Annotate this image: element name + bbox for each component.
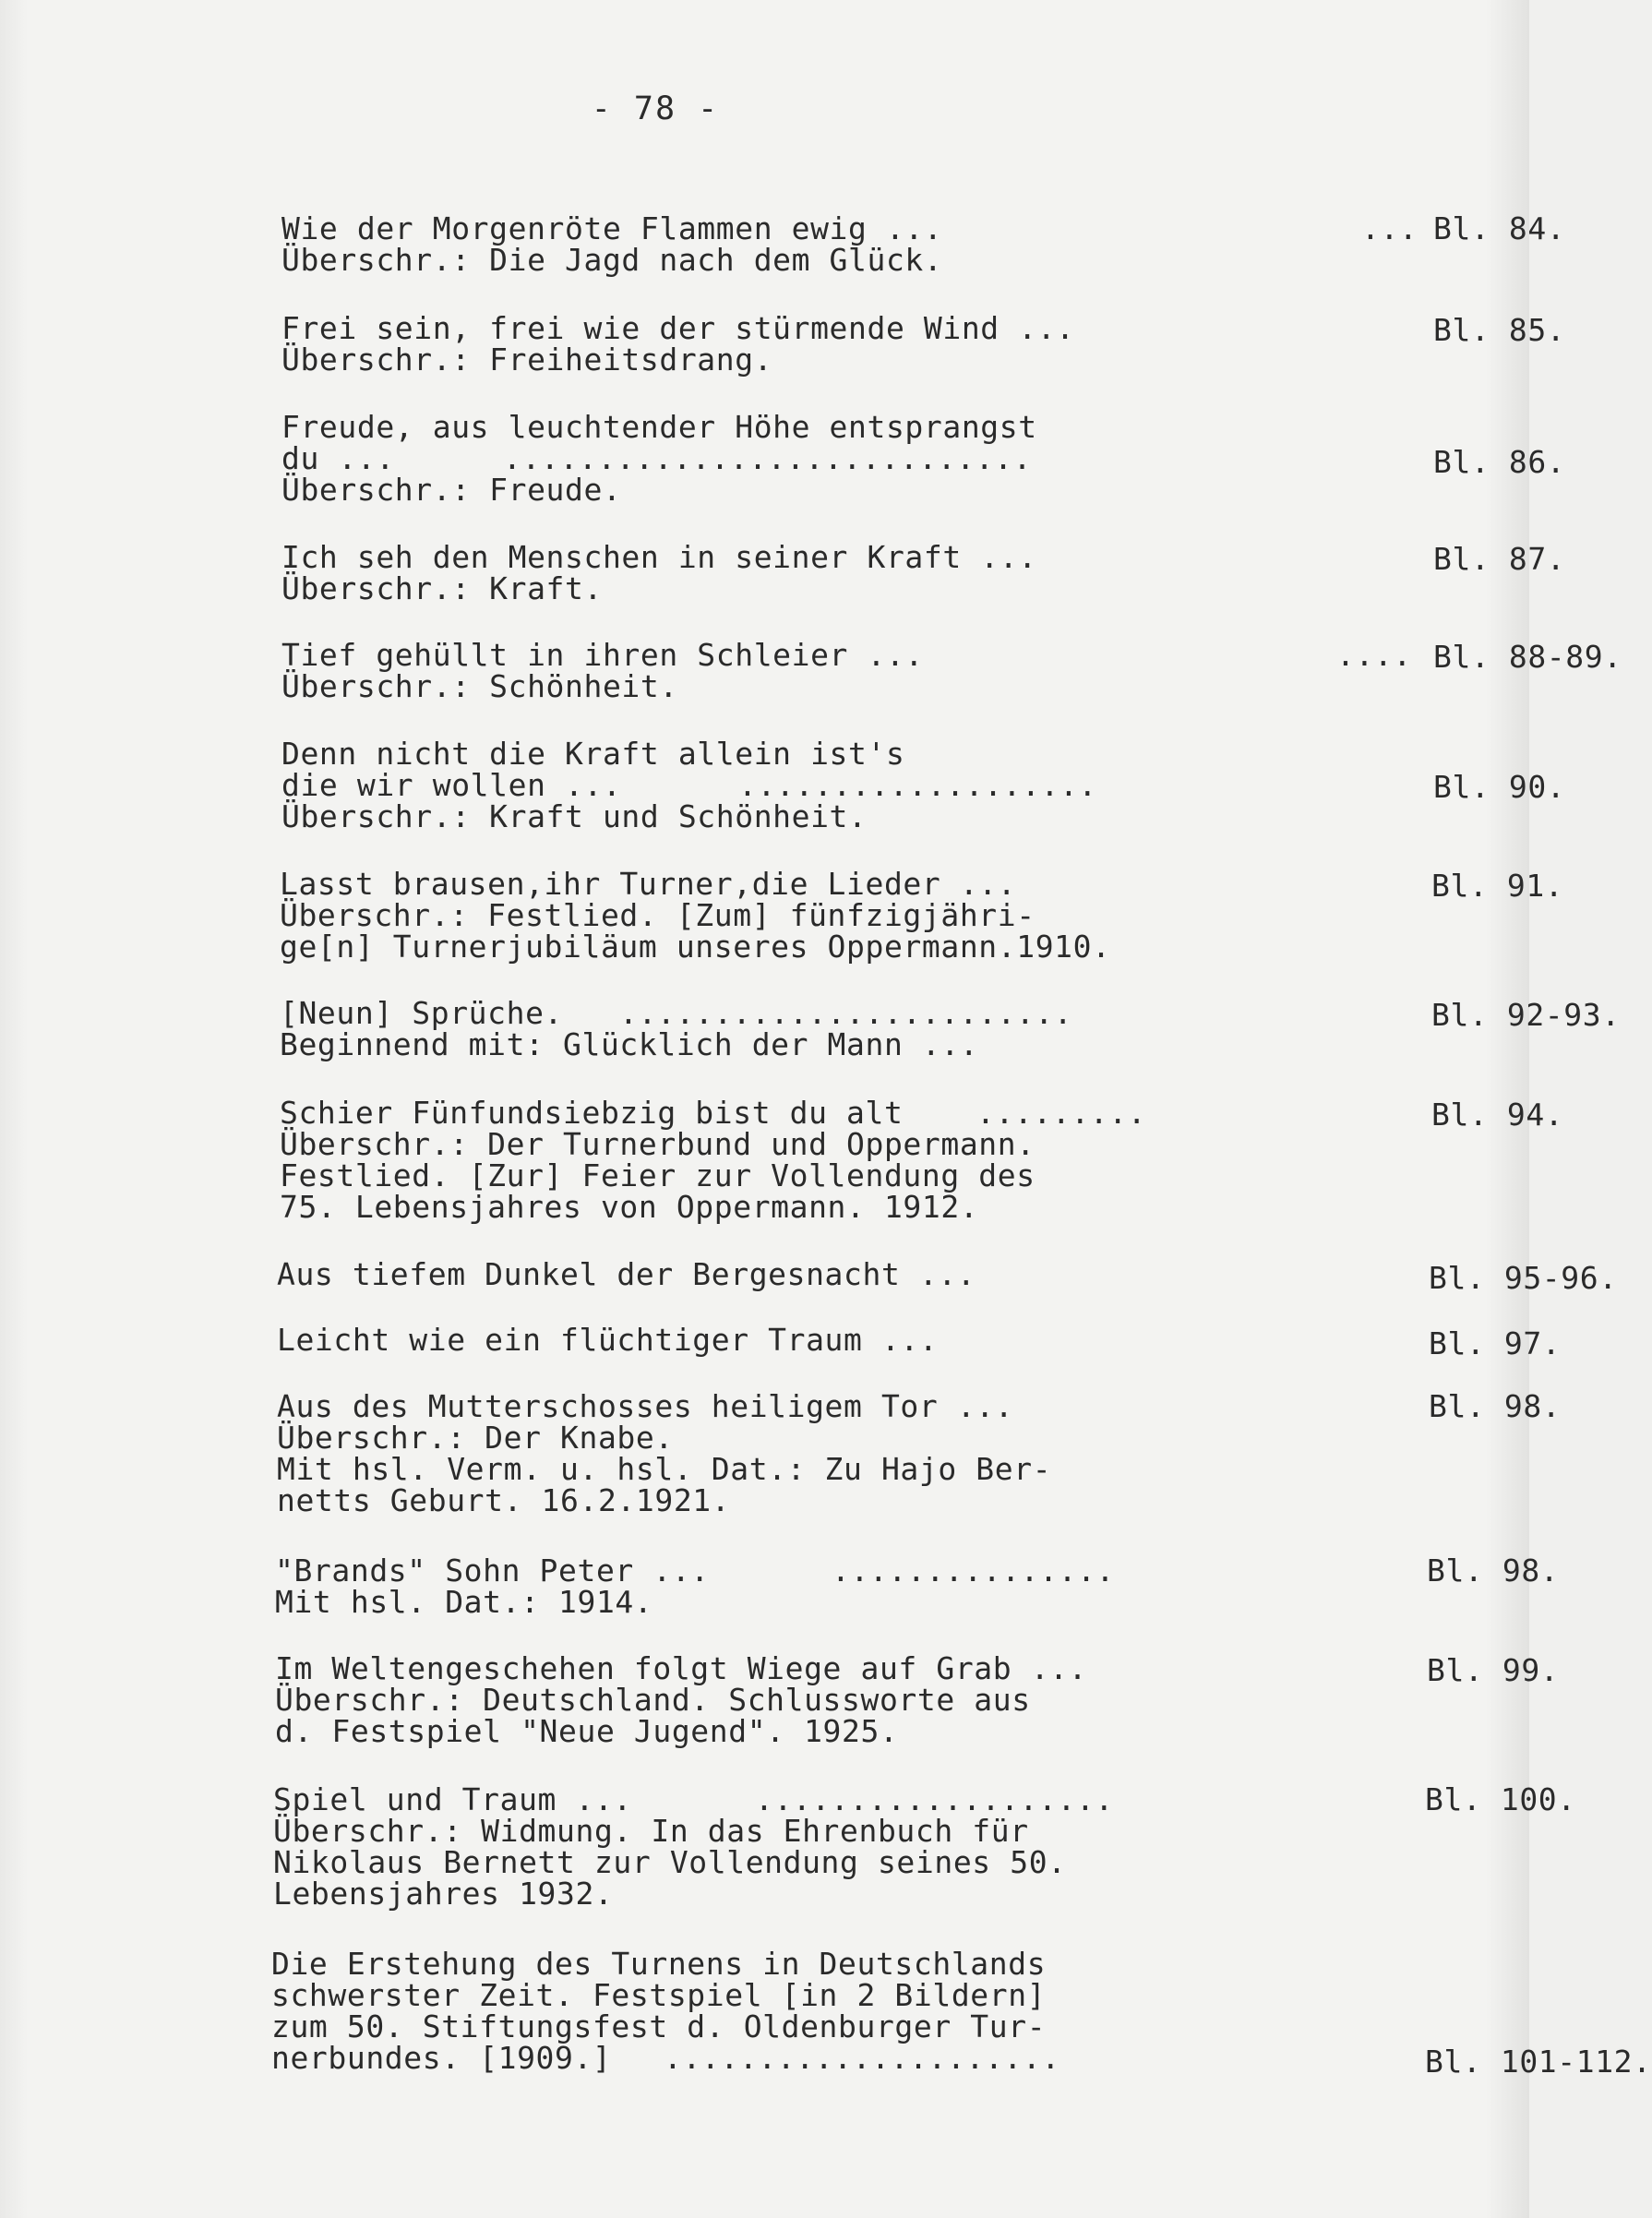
entry-note: Lebensjahres 1932. bbox=[273, 1876, 614, 1912]
folio-reference: Bl. 85. bbox=[1433, 312, 1566, 348]
entry-note: Festlied. [Zur] Feier zur Vollendung des bbox=[280, 1157, 1035, 1193]
entry-title: Im Weltengeschehen folgt Wiege auf Grab ... bbox=[275, 1650, 1088, 1686]
entry-note: Überschr.: Schönheit. bbox=[281, 668, 678, 704]
folio-reference: Bl. 95-96. bbox=[1429, 1260, 1618, 1296]
entry-note: Beginnend mit: Glücklich der Mann ... bbox=[280, 1026, 979, 1062]
leader-dots: .... bbox=[1336, 637, 1412, 673]
entry-title: Lasst brausen,ihr Turner,die Lieder ... bbox=[280, 866, 1017, 902]
folio-reference: Bl. 87. bbox=[1433, 541, 1566, 577]
entry-title-continuation: schwerster Zeit. Festspiel [in 2 Bildern] bbox=[271, 1977, 1047, 2013]
leader-dots: ........................ bbox=[619, 995, 1073, 1031]
entry-note: Überschr.: Der Turnerbund und Oppermann. bbox=[280, 1126, 1035, 1162]
folio-reference: Bl. 98. bbox=[1429, 1388, 1562, 1424]
entry-title-continuation: nerbundes. [1909.] bbox=[271, 2040, 612, 2076]
entry-title: "Brands" Sohn Peter ... bbox=[275, 1553, 710, 1589]
leader-dots: ............... bbox=[832, 1553, 1116, 1589]
folio-reference: Bl. 94. bbox=[1431, 1097, 1564, 1133]
folio-reference: Bl. 91. bbox=[1431, 868, 1564, 904]
entry-title: Aus tiefem Dunkel der Bergesnacht ... bbox=[277, 1256, 976, 1292]
folio-reference: Bl. 88-89. bbox=[1433, 639, 1622, 675]
folio-reference: Bl. 97. bbox=[1429, 1325, 1562, 1361]
folio-reference: Bl. 84. bbox=[1433, 210, 1566, 246]
entry-title: Tief gehüllt in ihren Schleier ... bbox=[281, 637, 924, 673]
entry-note: Überschr.: Freiheitsdrang. bbox=[281, 342, 773, 378]
entry-note: Überschr.: Widmung. In das Ehrenbuch für bbox=[273, 1813, 1029, 1849]
entry-title: Spiel und Traum ... bbox=[273, 1781, 632, 1817]
leader-dots: ............................ bbox=[503, 440, 1033, 476]
entry-note: netts Geburt. 16.2.1921. bbox=[277, 1482, 731, 1518]
folio-reference: Bl. 92-93. bbox=[1431, 997, 1621, 1033]
entry-note: 75. Lebensjahres von Oppermann. 1912. bbox=[280, 1189, 979, 1225]
entry-note: Überschr.: Deutschland. Schlussworte aus bbox=[275, 1682, 1031, 1718]
entry-title: Die Erstehung des Turnens in Deutschlands bbox=[271, 1946, 1047, 1982]
leader-dots: ... bbox=[1361, 210, 1419, 246]
entry-title-continuation: du ... bbox=[281, 440, 395, 476]
folio-reference: Bl. 98. bbox=[1427, 1553, 1560, 1589]
page-number: - 78 - bbox=[591, 90, 720, 127]
folio-reference: Bl. 99. bbox=[1427, 1652, 1560, 1688]
entry-note: Überschr.: Kraft. bbox=[281, 570, 603, 606]
entry-title: Leicht wie ein flüchtiger Traum ... bbox=[277, 1322, 939, 1358]
leader-dots: ................... bbox=[755, 1781, 1114, 1817]
entry-note: Überschr.: Festlied. [Zum] fünfzigjähri- bbox=[280, 897, 1035, 933]
leader-dots: ................... bbox=[738, 767, 1097, 803]
entry-title-continuation: zum 50. Stiftungsfest d. Oldenburger Tur- bbox=[271, 2008, 1047, 2044]
folio-reference: Bl. 90. bbox=[1433, 769, 1566, 805]
entry-title: Wie der Morgenröte Flammen ewig ... bbox=[281, 210, 943, 246]
entry-title: Denn nicht die Kraft allein ist's bbox=[281, 736, 905, 772]
entry-title: Schier Fünfundsiebzig bist du alt bbox=[280, 1095, 904, 1131]
entry-note: ge[n] Turnerjubiläum unseres Oppermann.1910. bbox=[280, 929, 1111, 965]
entry-note: Mit hsl. Verm. u. hsl. Dat.: Zu Hajo Ber- bbox=[277, 1451, 1052, 1487]
entry-note: Überschr.: Die Jagd nach dem Glück. bbox=[281, 242, 943, 278]
entry-title: Freude, aus leuchtender Höhe entsprangst bbox=[281, 409, 1037, 445]
entry-note: d. Festspiel "Neue Jugend". 1925. bbox=[275, 1713, 899, 1749]
entry-note: Überschr.: Der Knabe. bbox=[277, 1420, 674, 1456]
folio-reference: Bl. 100. bbox=[1425, 1781, 1576, 1817]
entry-note: Überschr.: Freude. bbox=[281, 472, 622, 508]
entry-note: Überschr.: Kraft und Schönheit. bbox=[281, 798, 868, 834]
folio-reference: Bl. 101-112. bbox=[1425, 2044, 1652, 2080]
folio-reference: Bl. 86. bbox=[1433, 444, 1566, 480]
entry-title: Ich seh den Menschen in seiner Kraft ... bbox=[281, 539, 1037, 575]
entry-title: Aus des Mutterschosses heiligem Tor ... bbox=[277, 1388, 1014, 1424]
entry-title: Frei sein, frei wie der stürmende Wind ... bbox=[281, 310, 1075, 346]
leader-dots: ..................... bbox=[664, 2040, 1060, 2076]
entry-note: Nikolaus Bernett zur Vollendung seines 50. bbox=[273, 1844, 1067, 1880]
entry-title: [Neun] Sprüche. bbox=[280, 995, 564, 1031]
leader-dots: ......... bbox=[976, 1095, 1147, 1131]
entry-note: Mit hsl. Dat.: 1914. bbox=[275, 1584, 653, 1620]
entry-title-continuation: die wir wollen ... bbox=[281, 767, 622, 803]
